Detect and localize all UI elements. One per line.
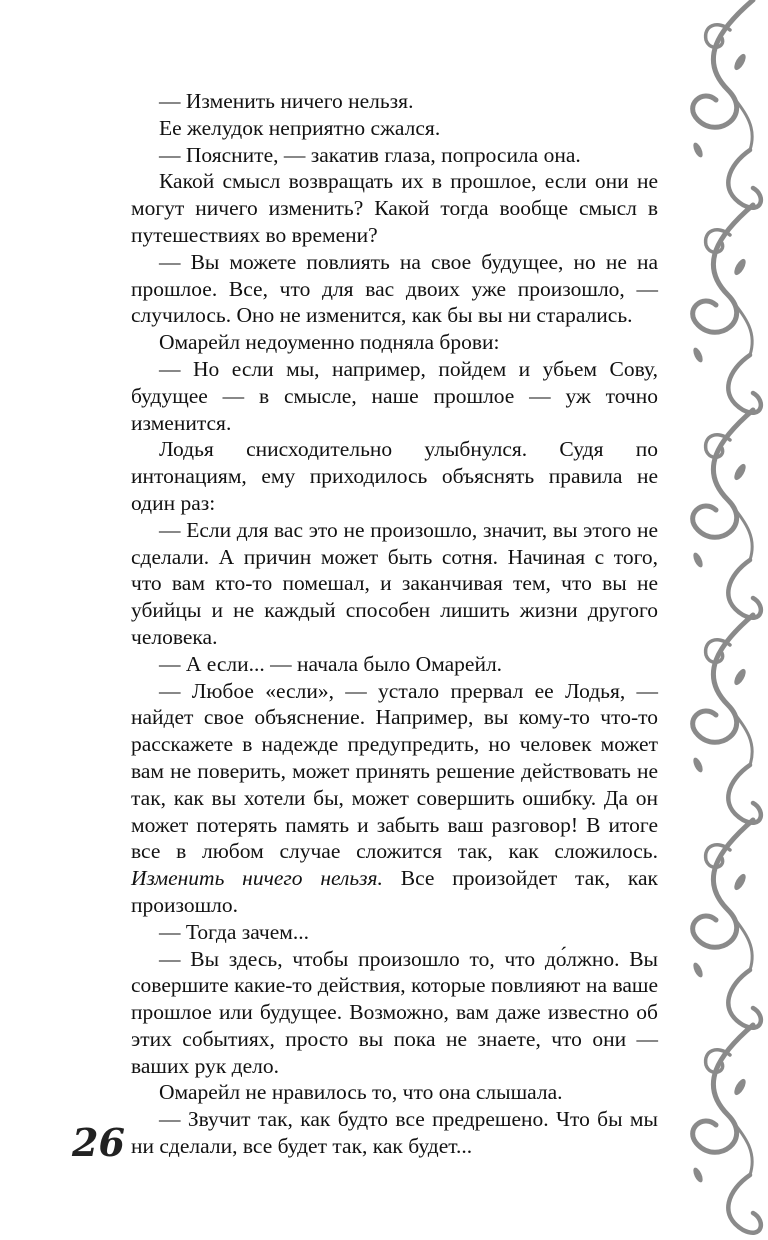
page-number: 26 [72,1120,125,1165]
paragraph: — А если... — начала было Омарейл. [159,651,503,676]
paragraph: — Тогда зачем... [159,919,310,944]
paragraph: — Изменить ничего нельзя. [159,89,414,113]
emphasized-text: Изменить ничего нельзя. [131,866,383,891]
page-body-text [131,88,658,1160]
paragraph: — Звучит так, как будто все предрешено. Что бы мы ни сделали, все будет так, как будет... [131,1107,658,1159]
paragraph: — Вы здесь, чтобы произошло то, что до́лжно. Вы совершите какие-то действия, которые повлияют на ваше прошлое или будущее. Возможно, вам даже известно об этих событиях, просто вы пока не знаете, что они — ваших рук дело. [131,946,658,1078]
paragraph: Омарейл недоуменно подняла брови: [159,330,500,355]
paragraph: Омарейл не нравилось то, что она слышала. [159,1080,563,1105]
paragraph: — Вы можете повлиять на свое будущее, но не на прошлое. Все, что для вас двоих уже произошло, — случилось. Оно не изменится, как бы вы ни старались. [131,249,658,328]
paragraph-text: — Любое «если», — устало прервал ее Лодья, — найдет свое объяснение. Например, вы кому-то что-то расскажете в надежде предупредить, но человек может вам не поверить, может принять решение действовать не так, как вы хотели бы, может совершить ошибку. Да он может потерять память и забыть ваш разговор! В итоге все в любом случае сложится так, как сложилось. [131,678,658,864]
paragraph: — Если для вас это не произошло, значит, вы этого не сделали. А причин может быть сотня. Начиная с того, что вам кто-то помешал, и заканчивая тем, что вы не убийцы и не каждый способен лишить жизни другого человека. [131,517,658,649]
paragraph: — Но если мы, например, пойдем и убьем Сову, будущее — в смысле, наше прошлое — уж точно изменится. [131,356,658,435]
paragraph: Лодья снисходительно улыбнулся. Судя по интонациям, ему приходилось объяснять правила не один раз: [131,437,658,515]
paragraph: — Поясните, — закатив глаза, попросила она. [159,142,581,167]
paragraph: Какой смысл возвращать их в прошлое, если они не могут ничего изменить? Какой тогда вообще смысл в путешествиях во времени? [131,169,658,247]
swirl-vine-border-icon [658,0,768,1240]
paragraph: Ее желудок неприятно сжался. [159,115,441,140]
paragraph [131,678,658,919]
paragraph-text: Все произойдет так, как произошло. [131,866,658,917]
